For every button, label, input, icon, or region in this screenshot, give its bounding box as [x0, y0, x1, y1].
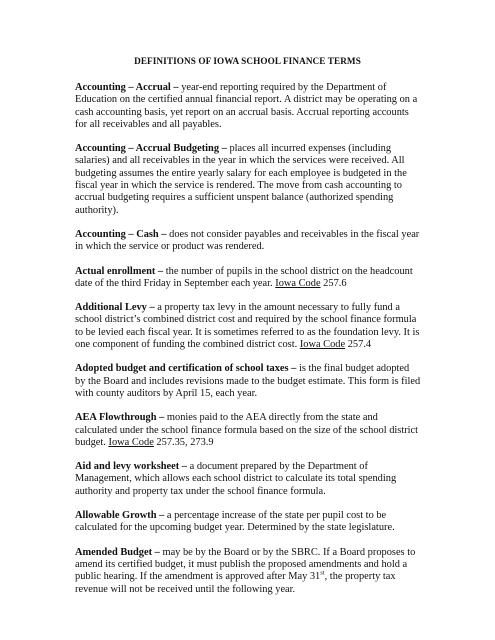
- definition-entry: [75, 266, 421, 291]
- definition-term: Accounting – Accrual –: [75, 82, 179, 93]
- definition-text: does not consider payables and receivables in the fiscal year in which the service or product was rendered.: [75, 228, 420, 253]
- definition-entry: [75, 547, 421, 596]
- code-reference-section: 257.4: [347, 339, 372, 351]
- definition-text: a document prepared by the Department of Management, which allows each school district to calculate its total spending authority and property tax under the school finance formula.: [75, 461, 397, 497]
- definitions-list: [75, 82, 421, 608]
- definition-term: Adopted budget and certification of school taxes –: [75, 363, 297, 375]
- ordinal-superscript: st: [320, 569, 325, 577]
- definition-term: Actual enrollment –: [75, 265, 164, 277]
- definition-entry: [75, 143, 421, 217]
- definition-entry: [75, 229, 421, 254]
- definition-text: may be by the Board or by the SBRC. If a Board proposes to amend its certified budget, it must publish the proposed amendments and hold a public hearing. If the amendment is approved after May 31: [75, 546, 416, 583]
- definition-entry: [75, 510, 421, 535]
- definition-term: Accounting – Accrual Budgeting –: [75, 143, 227, 155]
- definition-text: a percentage increase of the state per pupil cost to be calculated for the upcoming budget year. Determined by the state legislature.: [75, 510, 395, 534]
- definition-entry: [75, 302, 421, 351]
- code-reference-section: 257.35, 273.9: [156, 436, 214, 448]
- page-title: DEFINITIONS OF IOWA SCHOOL FINANCE TERMS: [134, 56, 361, 66]
- definition-text: the number of pupils in the school district on the headcount date of the third Friday in September each year.: [75, 265, 413, 289]
- code-reference-section: 257.6: [323, 277, 347, 289]
- definition-text: , the property tax revenue will not be received until the following year.: [75, 571, 396, 595]
- code-reference-link[interactable]: Iowa Code: [108, 436, 154, 448]
- definition-text: places all incurred expenses (including salaries) and all receivables in the year in which the services were received. All budgeting assumes the entire yearly salary for each employee is budgeted in the fiscal year in which the service is rendered. The move from cash accounting to accrual budgeting requires a sufficient unspent balance (authorized spending authority).: [75, 143, 407, 216]
- definition-term: Allowable Growth –: [75, 510, 165, 522]
- definition-entry: [75, 363, 421, 400]
- definition-text: is the final budget adopted by the Board and includes revisions made to the budget estimate. This form is filed with county auditors by April 15, each year.: [75, 363, 421, 399]
- definition-term: Accounting – Cash –: [75, 228, 167, 240]
- code-reference-link[interactable]: Iowa Code: [299, 339, 346, 351]
- code-reference-link[interactable]: Iowa Code: [275, 277, 321, 289]
- definition-entry: [75, 412, 421, 449]
- definition-text: monies paid to the AEA directly from the state and calculated under the school finance formula based on the size of the school district budget.: [75, 412, 419, 448]
- definition-term: Amended Budget –: [75, 546, 160, 558]
- definition-term: Aid and levy worksheet –: [75, 461, 187, 473]
- definition-text: a property tax levy in the amount necessary to fully fund a school district’s combined district cost and required by the school finance formula to be levied each fiscal year. It is sometimes referred to as the foundation levy. It is one component of funding the combined district cost.: [75, 302, 420, 351]
- definition-text: year-end reporting required by the Department of Education on the certified annual financial report. A district may be operating on a cash accounting basis, yet report on an accrual basis. Accrual reporting accounts for all receivables and all payables.: [75, 82, 418, 130]
- definition-term: AEA Flowthrough –: [75, 412, 165, 424]
- definition-entry: [75, 82, 421, 131]
- definition-term: Additional Levy –: [75, 302, 155, 314]
- definition-entry: [75, 461, 421, 498]
